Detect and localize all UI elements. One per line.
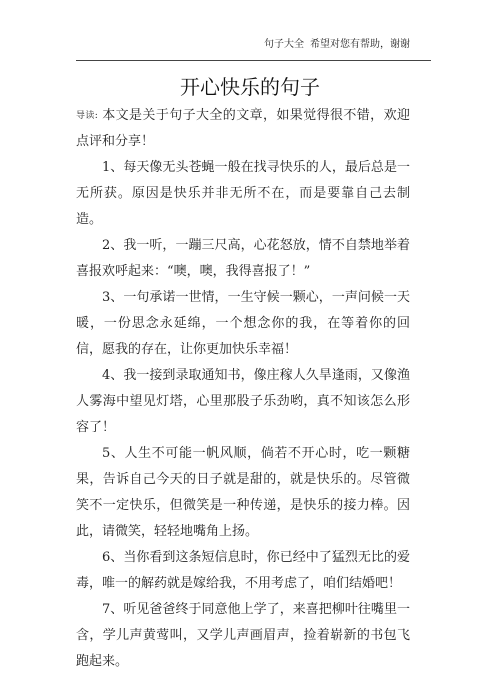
intro-text: 本文是关于句子大全的文章，如果觉得很不错，欢迎点评和分享！	[76, 108, 410, 149]
document-body	[76, 103, 410, 675]
page-header	[0, 38, 500, 52]
intro-paragraph	[76, 103, 410, 155]
sentence-paragraph-7: 7、听见爸爸终于同意他上学了，来喜把柳叶往嘴里一含，学儿声黄莺叫，又学儿声画眉声，捡着崭新的书包飞跑起来。	[76, 602, 410, 669]
sentence-paragraph-2: 2、我一听，一蹦三尺高，心花怒放，情不自禁地举着喜报欢呼起来：“噢，噢，我得喜报了！”	[76, 238, 410, 279]
header-category: 句子大全	[264, 39, 304, 50]
header-divider	[76, 60, 431, 61]
sentence-paragraph-4: 4、我一接到录取通知书，像庄稼人久旱逢雨，又像渔人雾海中望见灯塔，心里那股子乐劲哟，真不知该怎么形容了！	[76, 368, 410, 435]
sentence-paragraph-1: 1、每天像无头苍蝇一般在找寻快乐的人，最后总是一无所获。原因是快乐并非无所不在，而是要靠自己去制造。	[76, 160, 410, 227]
header-note: 希望对您有帮助，谢谢	[310, 39, 410, 50]
sentence-paragraph-5: 5、人生不可能一帆风顺，倘若不开心时，吃一颗糖果，告诉自己今天的日子就是甜的，就是快乐的。尽管微笑不一定快乐，但微笑是一种传递，是快乐的接力棒。因此，请微笑，轻轻地嘴角上扬。	[76, 446, 410, 539]
document-title: 开心快乐的句子	[180, 75, 320, 99]
sentence-paragraph-3: 3、一句承诺一世情，一生守候一颗心，一声问候一天暖，一份思念永延绵，一个想念你的我，在等着你的回信，愿我的存在，让你更加快乐幸福！	[76, 290, 410, 357]
sentence-paragraph-6: 6、当你看到这条短信息时，你已经中了猛烈无比的爱毒，唯一的解药就是嫁给我，不用考虑了，咱们结婚吧！	[76, 550, 410, 591]
intro-label: 导读:	[76, 111, 98, 121]
